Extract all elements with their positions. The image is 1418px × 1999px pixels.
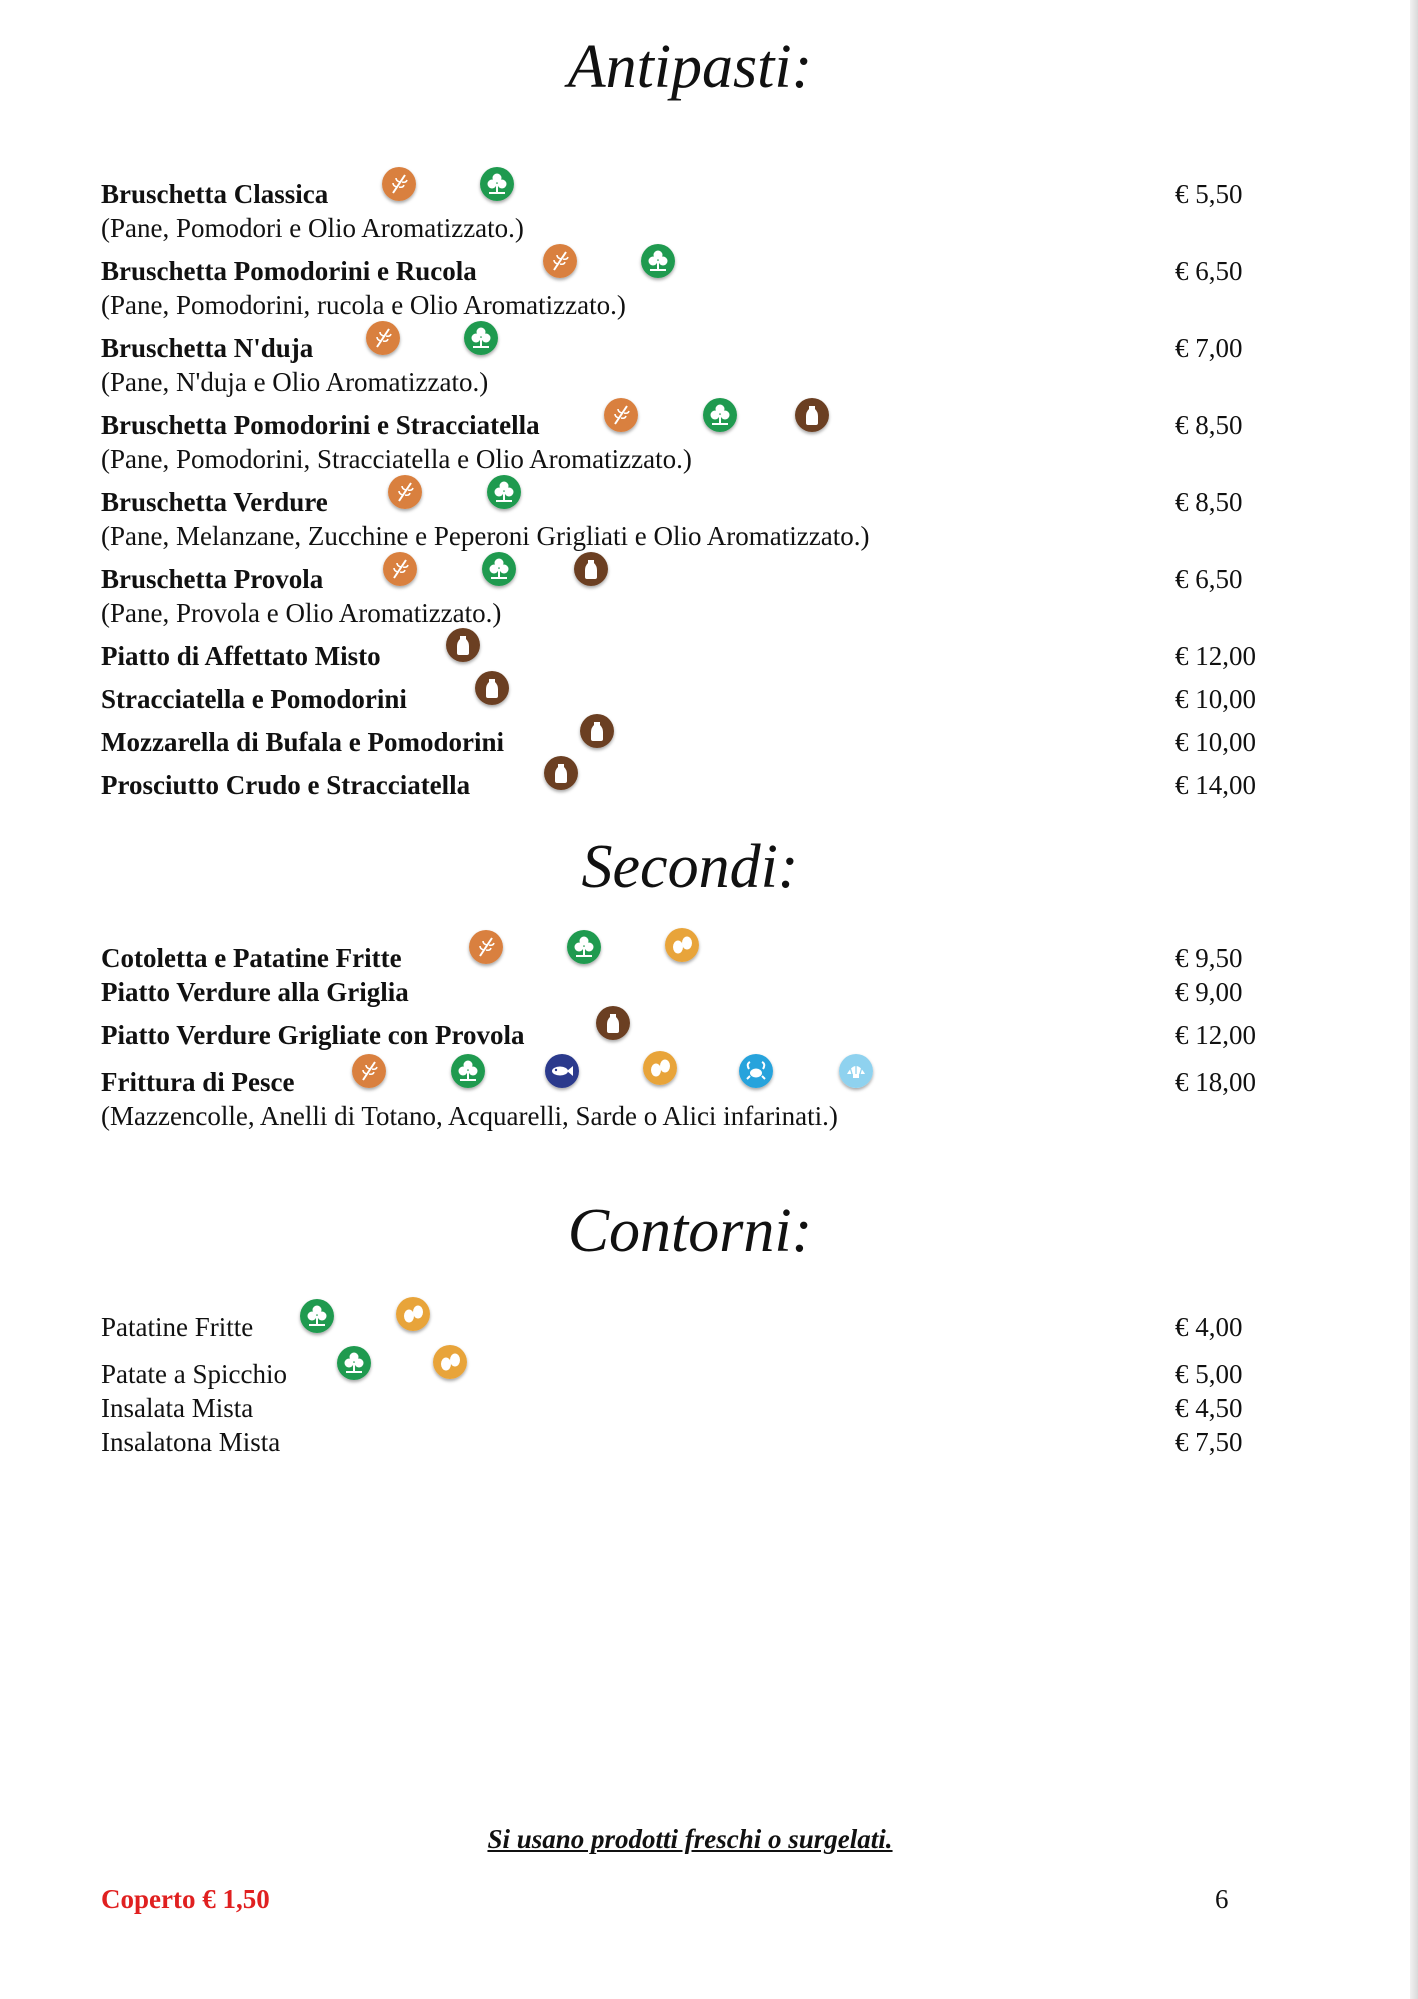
glutine-icon [366,321,400,355]
glutine-icon [543,244,577,278]
item-price: € 6,50 [1175,256,1243,286]
glutine-icon [383,552,417,586]
page-edge [1410,0,1418,1999]
footer-note: Si usano prodotti freschi o surgelati. [487,1824,893,1854]
sedano-icon [487,475,521,509]
item-name: Bruschetta Classica [101,179,329,209]
uova-icon [665,928,699,962]
uova-icon [643,1051,677,1085]
menu-item [101,561,323,597]
item-name: Bruschetta Pomodorini e Stracciatella [101,410,540,440]
sedano-icon [703,398,737,432]
item-price: € 7,50 [1175,1427,1243,1457]
item-price: € 10,00 [1175,684,1256,714]
menu-item [101,638,381,674]
glutine-icon [604,398,638,432]
item-price: € 8,50 [1175,410,1243,440]
item-price: € 5,50 [1175,179,1243,209]
item-price: € 9,50 [1175,943,1243,973]
item-description: (Pane, Pomodorini, Stracciatella e Olio Aromatizzato.) [101,444,692,474]
menu-item [101,1424,280,1460]
pesce-icon [545,1054,579,1088]
item-price: € 5,00 [1175,1359,1243,1389]
latte-icon [475,671,509,705]
menu-item [101,724,504,760]
item-description: (Mazzencolle, Anelli di Totano, Acquarelli, Sarde o Alici infarinati.) [101,1101,838,1131]
item-name: Mozzarella di Bufala e Pomodorini [101,727,504,757]
item-description: (Pane, Pomodori e Olio Aromatizzato.) [101,213,524,243]
sedano-icon [567,930,601,964]
menu-item [101,176,328,212]
glutine-icon [352,1054,386,1088]
latte-icon [574,552,608,586]
sedano-icon [451,1054,485,1088]
menu-item [101,1390,253,1426]
item-name: Piatto Verdure alla Griglia [101,977,409,1007]
glutine-icon [388,475,422,509]
menu-item [101,1064,294,1100]
item-name: Bruschetta Verdure [101,487,328,517]
item-description: (Pane, Pomodorini, rucola e Olio Aromatizzato.) [101,290,626,320]
menu-item [101,330,313,366]
item-price: € 12,00 [1175,1020,1256,1050]
latte-icon [580,714,614,748]
menu-item [101,974,409,1010]
glutine-icon [382,167,416,201]
item-description: (Pane, Provola e Olio Aromatizzato.) [101,598,502,628]
section-title-antipasti: Antipasti: [567,33,813,101]
menu-item [101,767,470,803]
item-name: Patate a Spicchio [101,1359,287,1389]
item-price: € 4,50 [1175,1393,1243,1423]
latte-icon [446,628,480,662]
menu-item [101,681,407,717]
menu-item [101,407,540,443]
item-name: Bruschetta Pomodorini e Rucola [101,256,477,286]
section-title-secondi: Secondi: [581,833,799,901]
uova-icon [396,1297,430,1331]
latte-icon [795,398,829,432]
sedano-icon [464,321,498,355]
item-name: Insalata Mista [101,1393,254,1423]
latte-icon [544,756,578,790]
item-name: Piatto Verdure Grigliate con Provola [101,1020,525,1050]
menu-item [101,1356,287,1392]
item-price: € 9,00 [1175,977,1243,1007]
uova-icon [433,1345,467,1379]
item-name: Bruschetta Provola [101,564,324,594]
item-name: Insalatona Mista [101,1427,281,1457]
sedano-icon [300,1299,334,1333]
sedano-icon [641,244,675,278]
menu-item [101,253,477,289]
menu-item [101,484,328,520]
item-name: Frittura di Pesce [101,1067,295,1097]
coperto-charge: Coperto € 1,50 [101,1884,270,1914]
item-price: € 4,00 [1175,1312,1243,1342]
item-price: € 6,50 [1175,564,1243,594]
crostacei-icon [739,1054,773,1088]
page-number: 6 [1215,1884,1229,1914]
item-price: € 14,00 [1175,770,1256,800]
item-description: (Pane, N'duja e Olio Aromatizzato.) [101,367,489,397]
item-name: Cotoletta e Patatine Fritte [101,943,402,973]
molluschi-icon [839,1054,873,1088]
item-name: Bruschetta N'duja [101,333,314,363]
item-price: € 8,50 [1175,487,1243,517]
item-name: Prosciutto Crudo e Stracciatella [101,770,471,800]
latte-icon [596,1006,630,1040]
sedano-icon [480,167,514,201]
section-title-contorni: Contorni: [567,1197,813,1265]
item-price: € 12,00 [1175,641,1256,671]
item-name: Stracciatella e Pomodorini [101,684,407,714]
menu-item [101,1309,253,1345]
glutine-icon [469,930,503,964]
item-name: Piatto di Affettato Misto [101,641,381,671]
item-price: € 7,00 [1175,333,1243,363]
item-price: € 18,00 [1175,1067,1256,1097]
item-name: Patatine Fritte [101,1312,254,1342]
menu-item [101,940,402,976]
sedano-icon [482,552,516,586]
sedano-icon [337,1346,371,1380]
menu-item [101,1017,524,1053]
item-description: (Pane, Melanzane, Zucchine e Peperoni Grigliati e Olio Aromatizzato.) [101,521,870,551]
item-price: € 10,00 [1175,727,1256,757]
